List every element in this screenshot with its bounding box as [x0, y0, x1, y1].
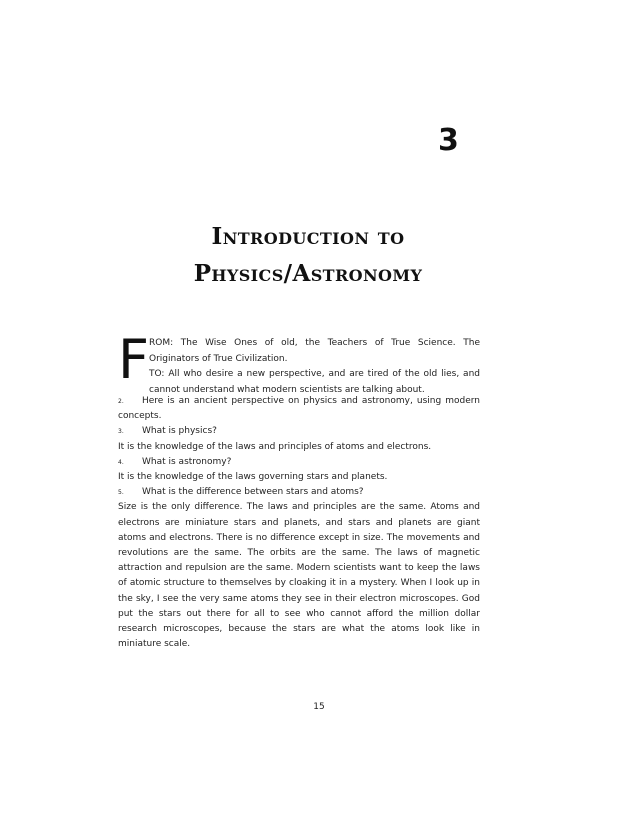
- numbered-item: [118, 455, 480, 470]
- item-continuation: concepts.: [118, 411, 162, 422]
- intro-line: TO: All who desire a new perspective, and are tired of the old lies, and: [149, 369, 480, 379]
- item-number: 5.: [118, 489, 124, 497]
- intro-block: [149, 336, 480, 398]
- answer-line: It is the knowledge of the laws and principles of atoms and electrons.: [118, 441, 432, 452]
- chapter-title-line-2: Physics/Astronomy: [193, 260, 423, 287]
- chapter-number: 3: [438, 123, 459, 158]
- page-number: 15: [313, 702, 325, 712]
- drop-cap-letter: F: [118, 328, 150, 391]
- item-number: 2.: [118, 398, 124, 405]
- item-number: 3.: [118, 428, 124, 436]
- intro-line: Originators of True Civilization.: [149, 353, 288, 364]
- intro-line: cannot understand what modern scientists are talking about.: [149, 384, 425, 395]
- item-text: What is astronomy?: [142, 456, 232, 467]
- numbered-item: [118, 424, 480, 439]
- body-paragraph: Size is the only difference. The laws and principles are the same. Atoms and electrons are miniature stars and planets, and stars and planets are giant atoms and electrons. There is no difference except in size. The movements and revolutions are the same. The orbits are the same. The laws of magnetic attraction and repulsion are the same. Modern scientists want to keep the laws of atomic structure to themselves by cloaking it in a mystery. When I look up in the sky, I see the very same atoms they see in their electron microscopes. God put the stars out there for all to see who cannot afford the million dollar research microscopes, because the stars are what the atoms look like in miniature scale.: [118, 502, 480, 650]
- item-number: 4.: [118, 458, 124, 466]
- item-text: What is physics?: [142, 426, 217, 437]
- numbered-item: [118, 394, 480, 409]
- item-text: Here is an ancient perspective on physics and astronomy, using modern: [142, 396, 480, 406]
- intro-line: ROM: The Wise Ones of old, the Teachers of True Science. The: [149, 338, 480, 348]
- numbered-item: [118, 485, 480, 500]
- qa-section: [118, 394, 480, 652]
- answer-line: It is the knowledge of the laws governing stars and planets.: [118, 472, 388, 483]
- chapter-title-line-1: Introduction to: [211, 223, 405, 250]
- item-text: What is the difference between stars and atoms?: [142, 487, 364, 498]
